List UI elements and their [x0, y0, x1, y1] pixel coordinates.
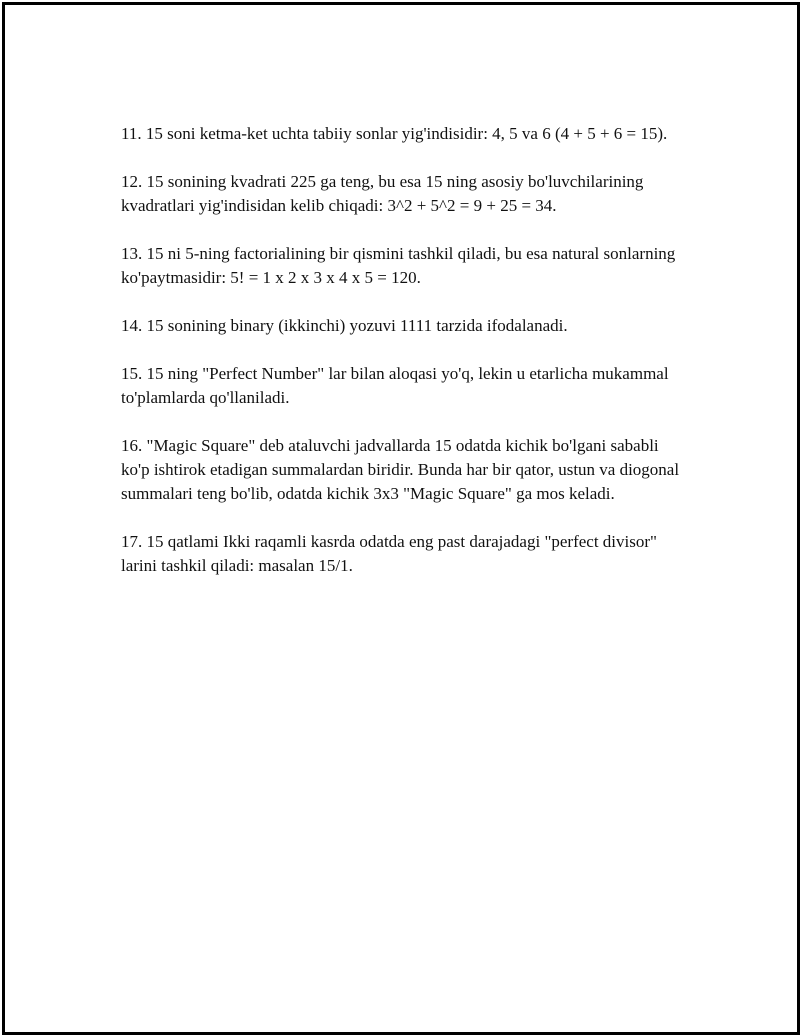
document-body	[121, 122, 691, 602]
paragraph-14: 14. 15 sonining binary (ikkinchi) yozuvi 1111 tarzida ifodalanadi.	[121, 316, 568, 335]
paragraph-15: 15. 15 ning "Perfect Number" lar bilan aloqasi yo'q, lekin u etarlicha mukammal to'plamlarda qo'llaniladi.	[121, 364, 669, 407]
paragraph-16: 16. "Magic Square" deb ataluvchi jadvallarda 15 odatda kichik bo'lgani sababli ko'p ishtirok etadigan summalardan biridir. Bunda har bir qator, ustun va diogonal summalari teng bo'lib, odatda kichik 3x3 "Magic Square" ga mos keladi.	[121, 436, 680, 503]
paragraph-11: 11. 15 soni ketma-ket uchta tabiiy sonlar yig'indisidir: 4, 5 va 6 (4 + 5 + 6 = 15).	[121, 124, 668, 143]
paragraph-13: 13. 15 ni 5-ning factorialining bir qismini tashkil qiladi, bu esa natural sonlarning ko'paytmasidir: 5! = 1 x 2 x 3 x 4 x 5 = 120.	[121, 244, 676, 287]
paragraph-12: 12. 15 sonining kvadrati 225 ga teng, bu esa 15 ning asosiy bo'luvchilarining kvadratlari yig'indisidan kelib chiqadi: 3^2 + 5^2 = 9 + 25 = 34.	[121, 172, 644, 215]
paragraph-17: 17. 15 qatlami Ikki raqamli kasrda odatda eng past darajadagi "perfect divisor" larini tashkil qiladi: masalan 15/1.	[121, 532, 657, 575]
page-frame	[2, 2, 800, 1035]
